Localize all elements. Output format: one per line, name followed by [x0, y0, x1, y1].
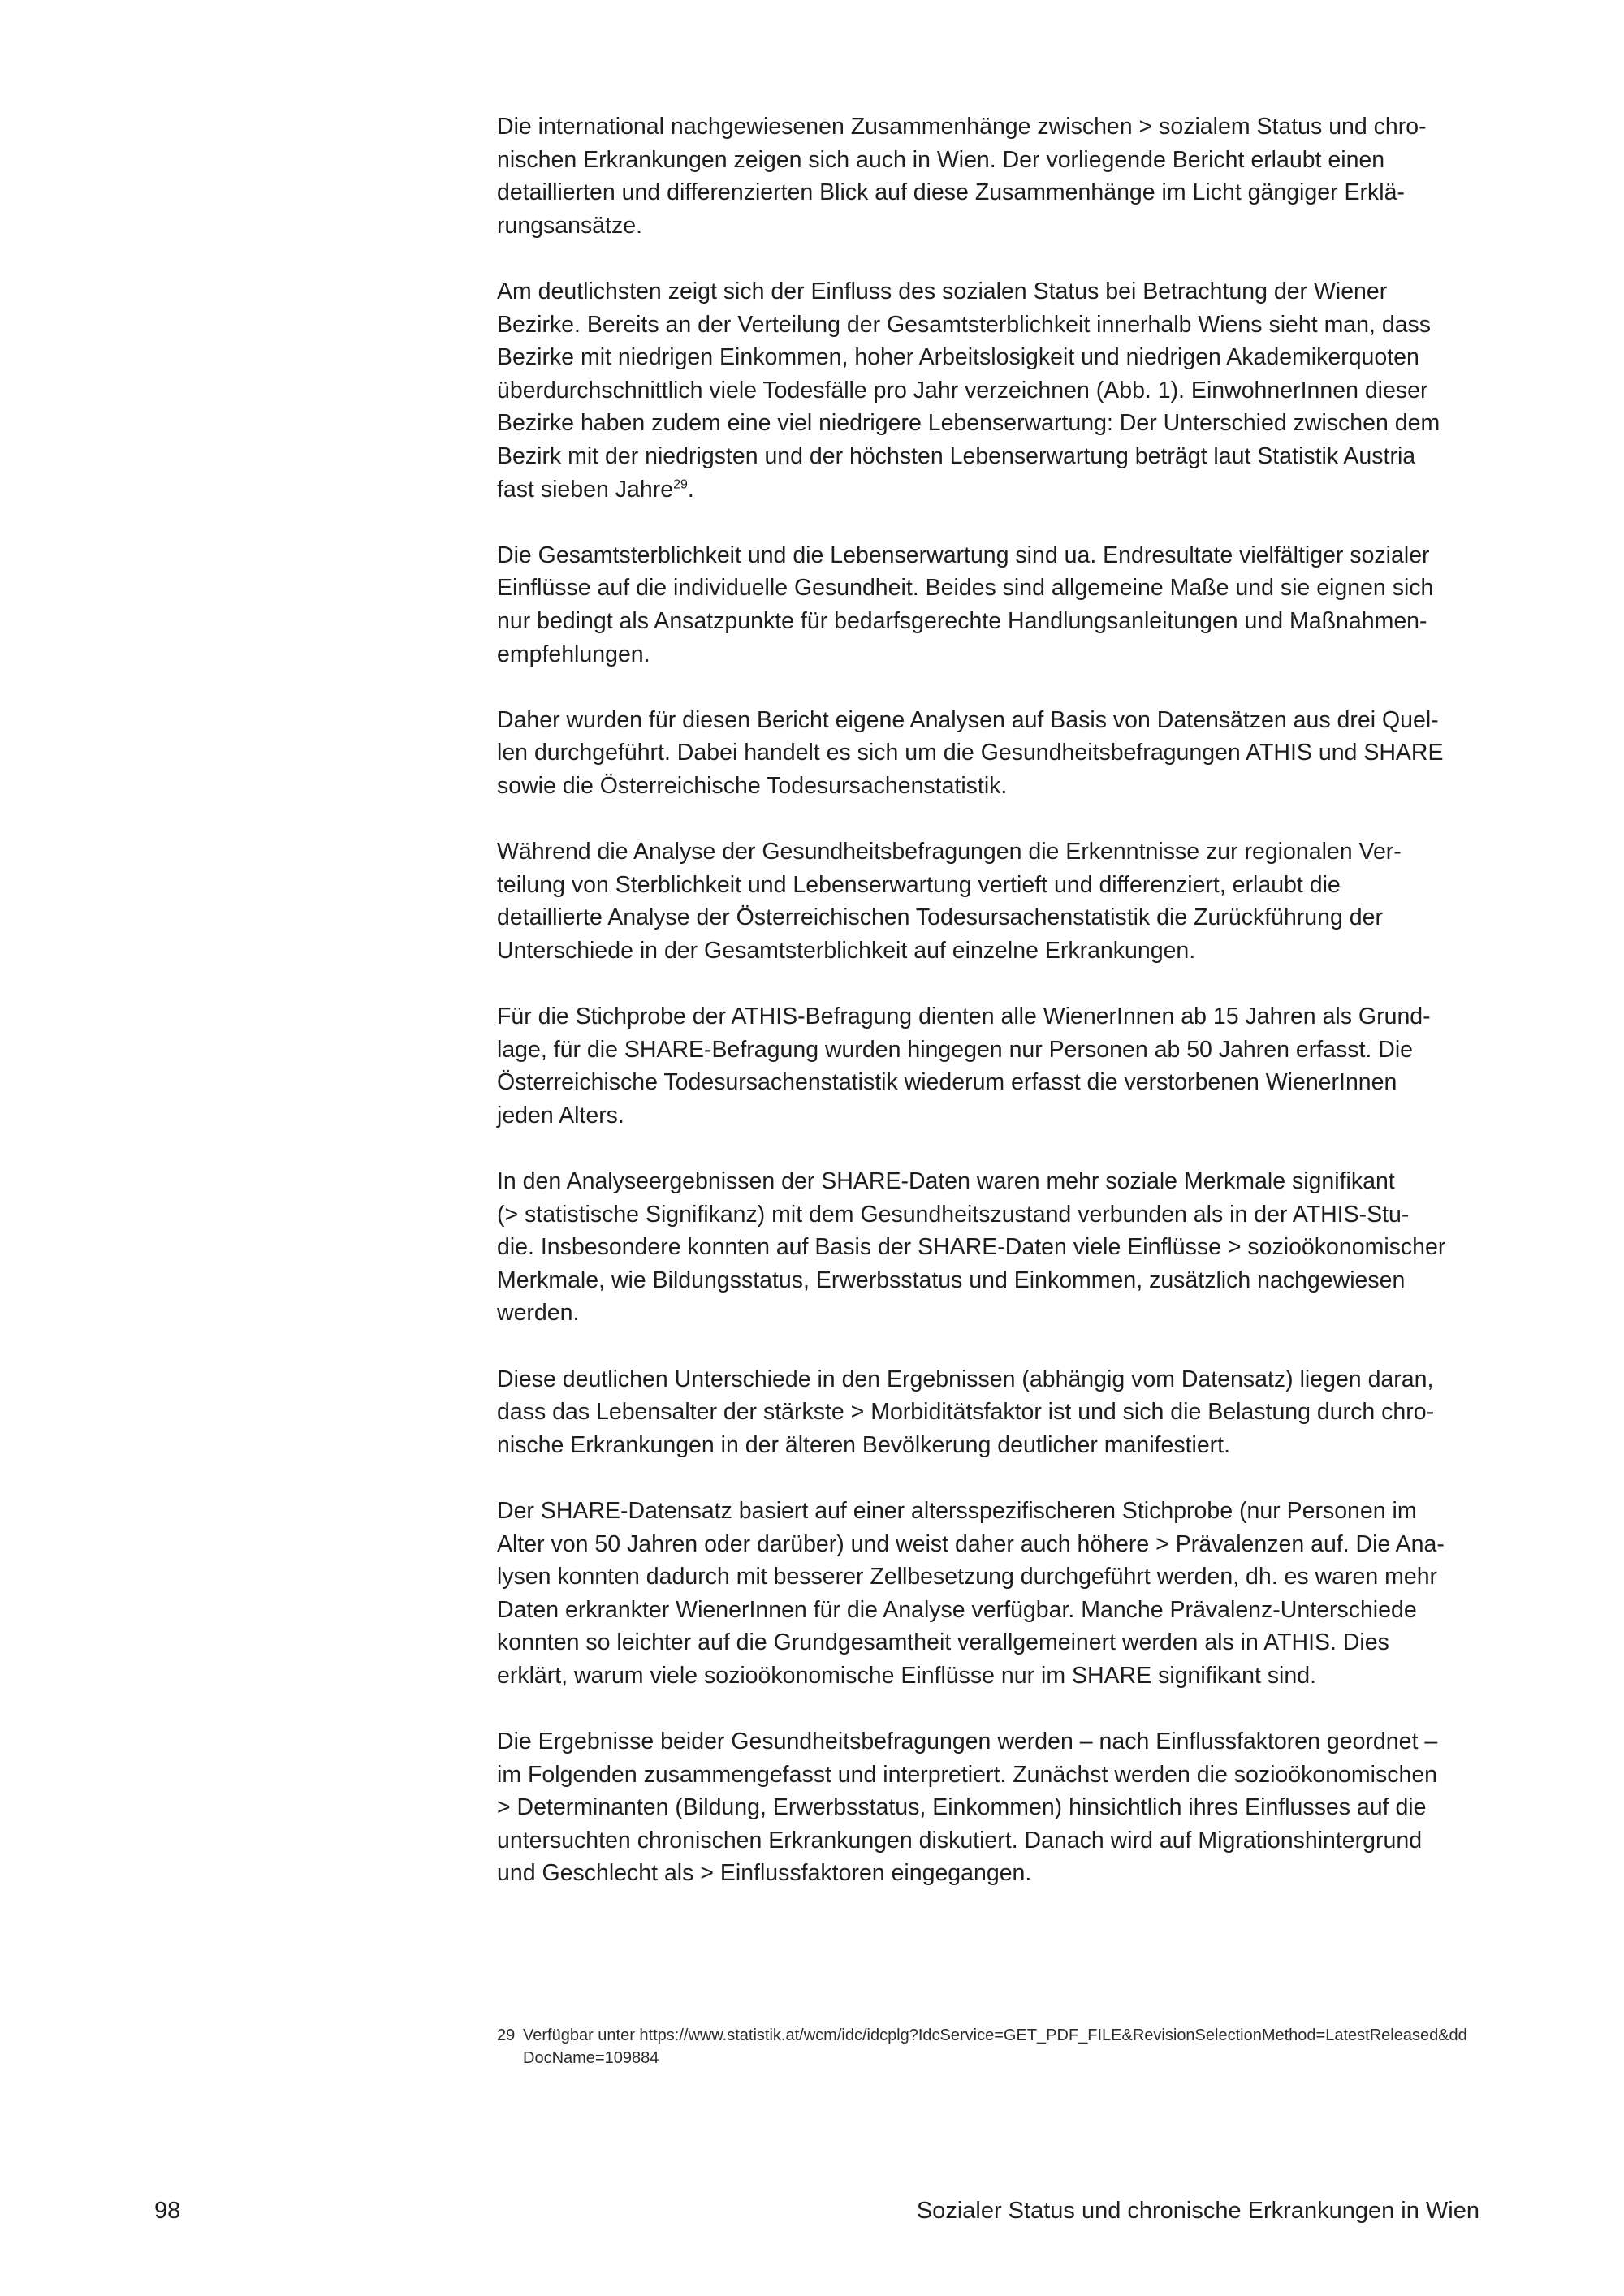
text-line: Unterschiede in der Gesamtsterblichkeit auf einzelne Erkrankungen. — [497, 937, 1196, 964]
text-line: Merkmale, wie Bildungsstatus, Erwerbsstatus und Einkommen, zusätzlich nachgewiesen — [497, 1267, 1406, 1293]
text-line: Die international nachgewiesenen Zusammenhänge zwischen > sozialem Status und chro- — [497, 114, 1427, 140]
text-line-with-footnote — [497, 473, 1483, 507]
text-line: Bezirke haben zudem eine viel niedrigere Lebenserwartung: Der Unterschied zwischen dem — [497, 410, 1440, 437]
page-number: 98 — [154, 2198, 181, 2224]
footnote — [497, 2024, 1504, 2069]
paragraph-5 — [497, 835, 1483, 967]
paragraph-2 — [497, 275, 1483, 506]
text-line-suffix: . — [687, 476, 694, 503]
text-line: die. Insbesondere konnten auf Basis der SHARE-Daten viele Einflüsse > sozioökonomischer — [497, 1234, 1446, 1261]
paragraph-9 — [497, 1495, 1483, 1693]
text-line: und Geschlecht als > Einflussfaktoren eingegangen. — [497, 1860, 1032, 1887]
text-line: nischen Erkrankungen zeigen sich auch in Wien. Der vorliegende Bericht erlaubt einen — [497, 146, 1385, 173]
text-line: Für die Stichprobe der ATHIS-Befragung dienten alle WienerInnen ab 15 Jahren als Grund- — [497, 1003, 1431, 1030]
footnote-line-continued[interactable]: DocName=109884 — [523, 2049, 659, 2067]
text-line: Diese deutlichen Unterschiede in den Ergebnissen (abhängig vom Datensatz) liegen daran, — [497, 1366, 1434, 1392]
text-line: Während die Analyse der Gesundheitsbefragungen die Erkenntnisse zur regionalen Ver- — [497, 839, 1402, 865]
paragraph-1 — [497, 110, 1483, 242]
text-line: überdurchschnittlich viele Todesfälle pro Jahr verzeichnen (Abb. 1). EinwohnerInnen dieser — [497, 377, 1428, 404]
text-line: detaillierten und differenzierten Blick auf diese Zusammenhänge im Licht gängiger Erklä- — [497, 179, 1405, 206]
text-line: Die Ergebnisse beider Gesundheitsbefragungen werden – nach Einflussfaktoren geordnet – — [497, 1728, 1438, 1755]
text-line: sowie die Österreichische Todesursachenstatistik. — [497, 772, 1008, 799]
text-line: detaillierte Analyse der Österreichischen Todesursachenstatistik die Zurückführung der — [497, 904, 1383, 931]
text-line: (> statistische Signifikanz) mit dem Gesundheitszustand verbunden als in der ATHIS-Stu- — [497, 1201, 1410, 1228]
text-line: Einflüsse auf die individuelle Gesundheit. Beides sind allgemeine Maße und sie eignen sich — [497, 575, 1434, 602]
paragraph-3 — [497, 539, 1483, 671]
paragraph-4 — [497, 704, 1483, 803]
text-line: lysen konnten dadurch mit besserer Zellbesetzung durchgeführt werden, dh. es waren mehr — [497, 1564, 1438, 1590]
text-line: nur bedingt als Ansatzpunkte für bedarfsgerechte Handlungsanleitungen und Maßnahmen- — [497, 607, 1427, 634]
text-line: Bezirke mit niedrigen Einkommen, hoher Arbeitslosigkeit und niedrigen Akademikerquoten — [497, 344, 1419, 371]
text-line: rungsansätze. — [497, 212, 643, 239]
footnote-line — [497, 2024, 1504, 2047]
text-line: Daten erkrankter WienerInnen für die Analyse verfügbar. Manche Prävalenz-Unterschiede — [497, 1596, 1417, 1623]
text-line: empfehlungen. — [497, 641, 650, 667]
text-line: Bezirk mit der niedrigsten und der höchsten Lebenserwartung beträgt laut Statistik Austria — [497, 442, 1416, 469]
paragraph-6 — [497, 1000, 1483, 1132]
footnote-number: 29 — [497, 2026, 516, 2044]
paragraph-8 — [497, 1363, 1483, 1462]
text-line: Am deutlichsten zeigt sich der Einfluss des sozialen Status bei Betrachtung der Wiener — [497, 278, 1388, 304]
text-line: In den Analyseergebnissen der SHARE-Daten waren mehr soziale Merkmale signifikant — [497, 1168, 1395, 1194]
text-line: teilung von Sterblichkeit und Lebenserwartung vertieft und differenziert, erlaubt die — [497, 871, 1341, 898]
text-line: Die Gesamtsterblichkeit und die Lebenserwartung sind ua. Endresultate vielfältiger sozialer — [497, 542, 1430, 568]
footnote-text[interactable]: Verfügbar unter https://www.statistik.at/wcm/idc/idcplg?IdcService=GET_PDF_FILE&RevisionSelectionMethod=LatestReleased&dd — [523, 2026, 1467, 2044]
text-line: Der SHARE-Datensatz basiert auf einer altersspezifischeren Stichprobe (nur Personen im — [497, 1497, 1417, 1524]
text-line: len durchgeführt. Dabei handelt es sich um die Gesundheitsbefragungen ATHIS und SHARE — [497, 740, 1444, 766]
text-line: erklärt, warum viele sozioökonomische Einflüsse nur im SHARE signifikant sind. — [497, 1662, 1316, 1689]
text-line: > Determinanten (Bildung, Erwerbsstatus, Einkommen) hinsichtlich ihres Einflusses auf die — [497, 1794, 1427, 1821]
footnote-reference[interactable]: 29 — [673, 477, 688, 492]
text-line: Daher wurden für diesen Bericht eigene Analysen auf Basis von Datensätzen aus drei Quel- — [497, 706, 1439, 733]
text-line: untersuchten chronischen Erkrankungen diskutiert. Danach wird auf Migrationshintergrund — [497, 1827, 1423, 1854]
text-line: lage, für die SHARE-Befragung wurden hingegen nur Personen ab 50 Jahren erfasst. Die — [497, 1036, 1414, 1063]
text-line: Österreichische Todesursachenstatistik wiederum erfasst die verstorbenen WienerInnen — [497, 1069, 1397, 1096]
text-line: konnten so leichter auf die Grundgesamtheit verallgemeinert werden als in ATHIS. Dies — [497, 1629, 1389, 1656]
body-text — [497, 110, 1483, 1923]
paragraph-7 — [497, 1165, 1483, 1330]
text-line: Bezirke. Bereits an der Verteilung der Gesamtsterblichkeit innerhalb Wiens sieht man, dass — [497, 311, 1432, 338]
paragraph-10 — [497, 1725, 1483, 1890]
text-line: im Folgenden zusammengefasst und interpretiert. Zunächst werden die sozioökonomischen — [497, 1761, 1438, 1788]
running-footer-title: Sozialer Status und chronische Erkrankungen in Wien — [916, 2198, 1479, 2224]
text-line: nische Erkrankungen in der älteren Bevölkerung deutlicher manifestiert. — [497, 1431, 1230, 1458]
text-line: dass das Lebensalter der stärkste > Morbiditätsfaktor ist und sich die Belastung durch chro- — [497, 1399, 1435, 1426]
text-line: werden. — [497, 1300, 580, 1327]
text-line: Alter von 50 Jahren oder darüber) und weist daher auch höhere > Prävalenzen auf. Die Ana- — [497, 1530, 1445, 1557]
text-line-fragment: fast sieben Jahre — [497, 476, 674, 503]
text-line: jeden Alters. — [497, 1102, 624, 1129]
